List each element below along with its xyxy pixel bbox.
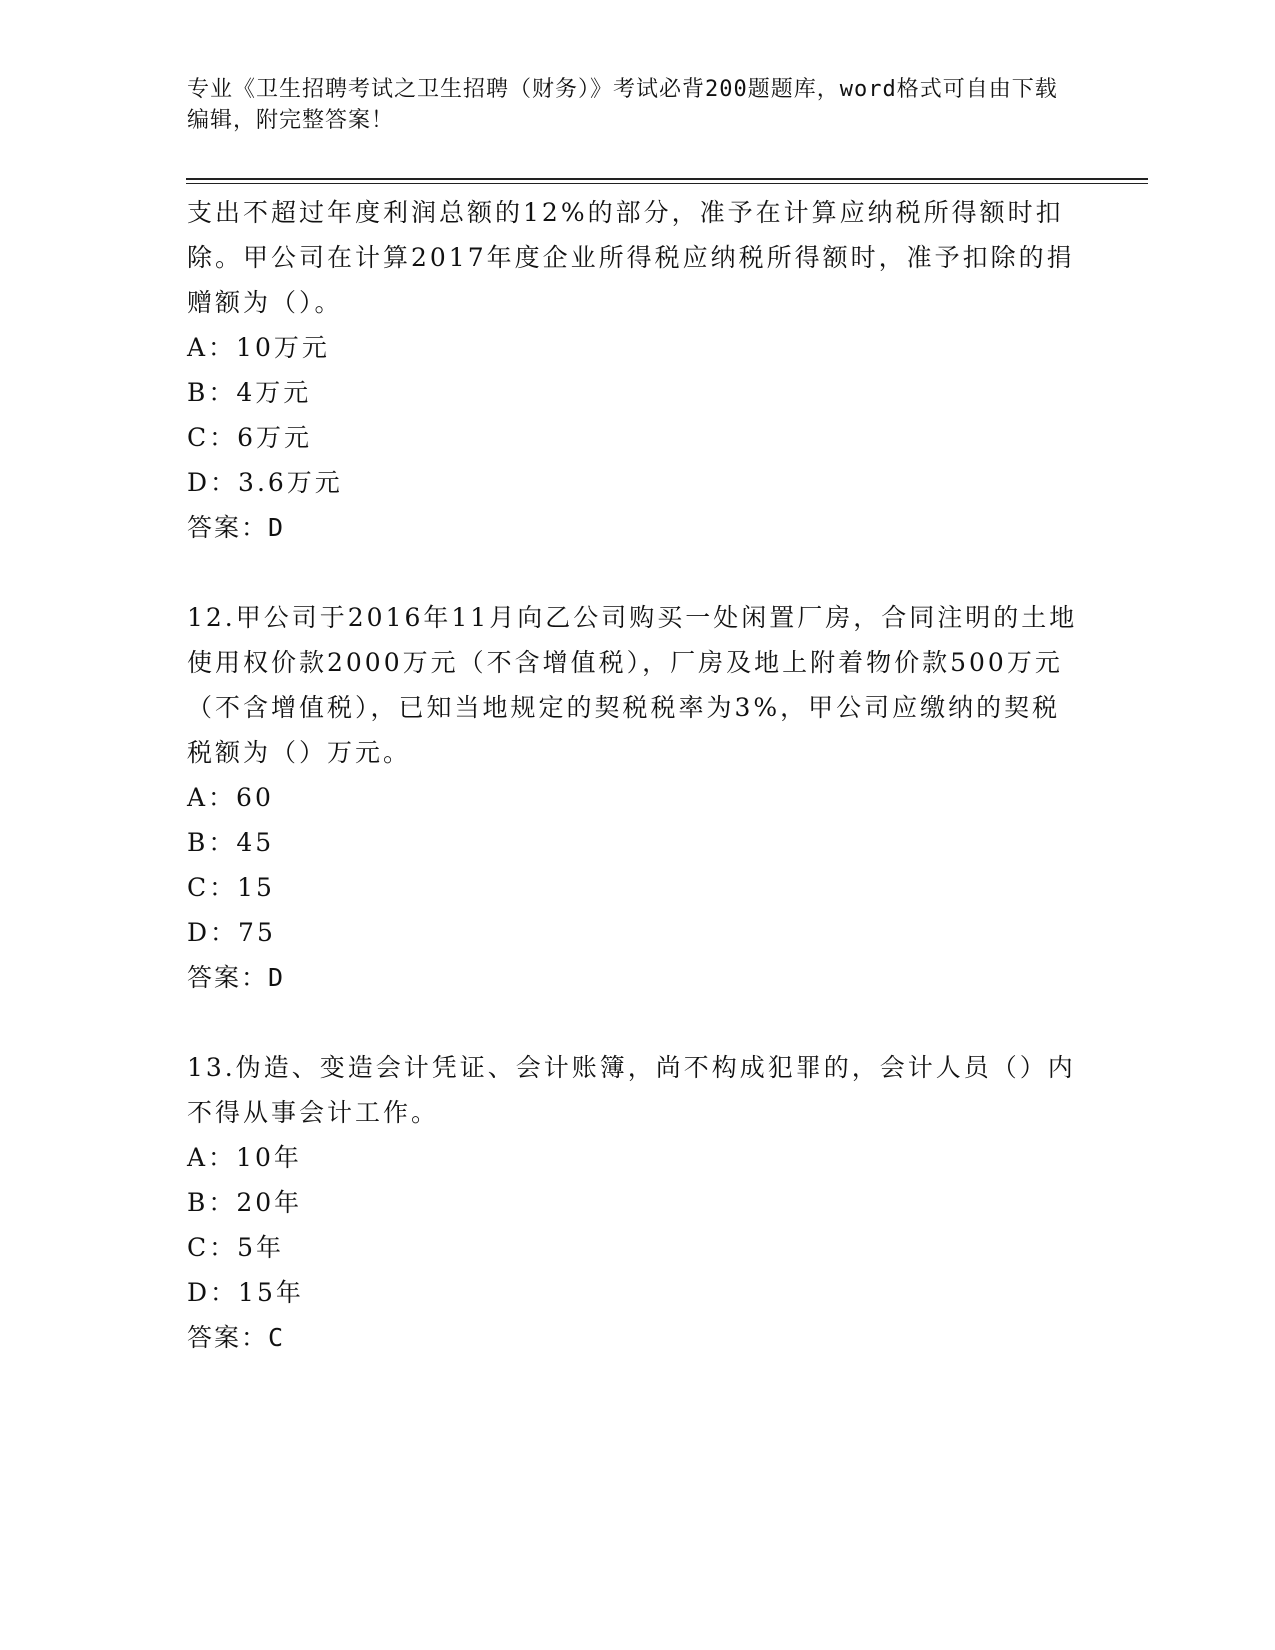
option-c: C：5年: [187, 1233, 285, 1262]
option-a: A：10年: [187, 1143, 302, 1172]
answer-line: 答案：D: [187, 963, 286, 992]
option-b: B：4万元: [187, 378, 312, 407]
option-a: A：60: [187, 783, 274, 812]
question-11: [187, 190, 1087, 550]
answer-line: 答案：C: [187, 1323, 286, 1352]
spacer: [187, 1000, 1087, 1045]
question-12: [187, 595, 1087, 1000]
option-d: D：3.6万元: [187, 468, 343, 497]
option-d: D：15年: [187, 1278, 304, 1307]
header-divider-thin: [186, 183, 1148, 184]
question-list: [187, 190, 1087, 1360]
question-stem: 12.甲公司于2016年11月向乙公司购买一处闲置厂房，合同注明的土地使用权价款2000万元（不含增值税），厂房及地上附着物价款500万元（不含增值税），已知当地规定的契税税率为3%，甲公司应缴纳的契税税额为（）万元。: [187, 603, 1078, 767]
header-divider-thick: [186, 178, 1148, 180]
option-d: D：75: [187, 918, 276, 947]
answer-line: 答案：D: [187, 513, 286, 542]
option-c: C：6万元: [187, 423, 313, 452]
option-a: A：10万元: [187, 333, 330, 362]
question-stem: 13.伪造、变造会计凭证、会计账簿，尚不构成犯罪的，会计人员（）内不得从事会计工作。: [187, 1053, 1076, 1127]
option-c: C：15: [187, 873, 275, 902]
question-13: [187, 1045, 1087, 1360]
option-b: B：20年: [187, 1188, 303, 1217]
spacer: [187, 550, 1087, 595]
document-header: 专业《卫生招聘考试之卫生招聘（财务）》考试必背200题题库，word格式可自由下载编辑，附完整答案！: [187, 77, 1058, 133]
option-b: B：45: [187, 828, 275, 857]
question-stem: 支出不超过年度利润总额的12%的部分，准予在计算应纳税所得额时扣除。甲公司在计算2017年度企业所得税应纳税所得额时，准予扣除的捐赠额为（）。: [187, 198, 1075, 317]
